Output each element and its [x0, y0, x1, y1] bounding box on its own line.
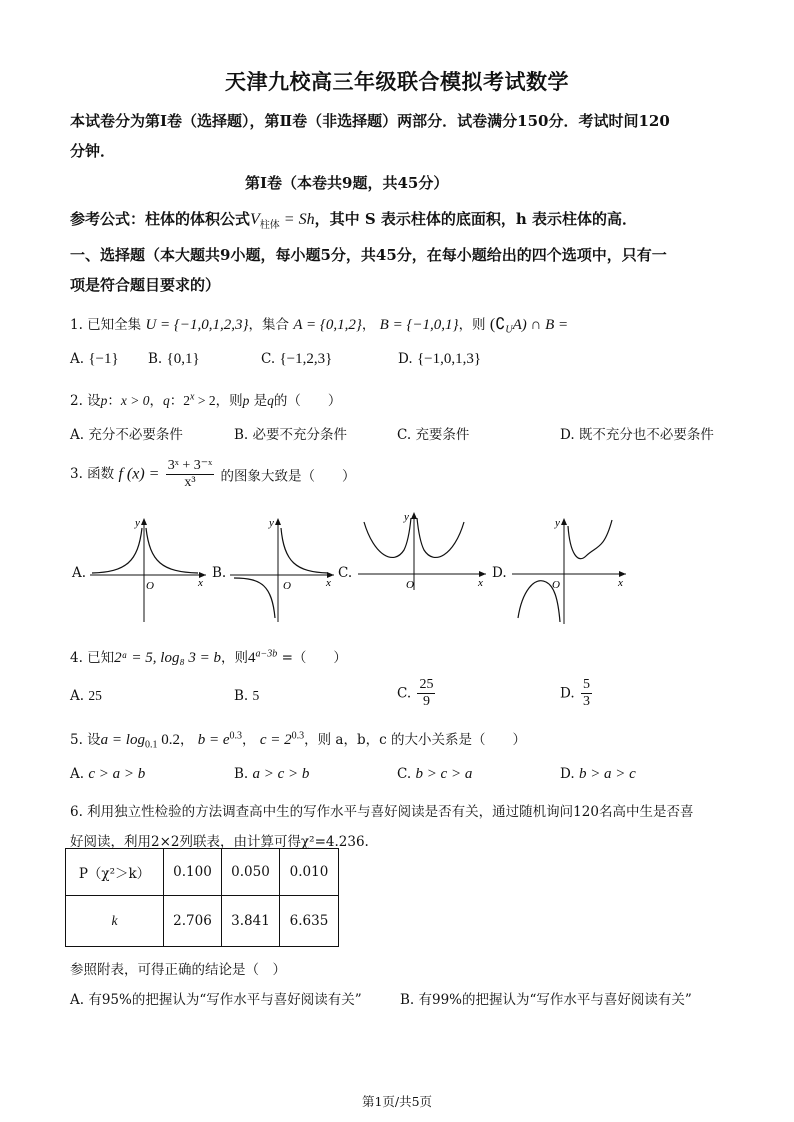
q4-expr-base: 4: [248, 650, 256, 666]
axis-x-label: x: [478, 577, 483, 589]
option-label: B.: [148, 351, 163, 367]
q5-c-def: c = 2: [259, 732, 292, 748]
origin-label: O: [283, 580, 291, 592]
q5-stem-a: 5. 设: [70, 732, 101, 748]
option-label: C.: [261, 351, 276, 367]
q1-mid1: ，集合: [248, 317, 290, 333]
origin-label: O: [146, 580, 154, 592]
q5-sep1: ，: [179, 732, 194, 748]
part1-line-2: 项是符合题目要求的）: [70, 276, 221, 294]
q2-p2: p: [242, 393, 250, 408]
q1-set-u: U = {−1,0,1,2,3}: [145, 317, 249, 333]
option-text: 充要条件: [415, 427, 470, 443]
q4-stem: [70, 646, 347, 667]
table-cell: 0.100: [164, 849, 222, 896]
q3-numerator: 3ˣ + 3⁻ˣ: [167, 458, 213, 473]
q3-tail: 的图象大致是（ ）: [220, 468, 356, 485]
table-cell: 2.706: [164, 896, 222, 947]
option-label: B.: [234, 688, 249, 704]
q4-expr-exp: a−3b: [255, 648, 278, 660]
q5-option-c: [397, 766, 472, 783]
q1-set-b: B = {−1,0,1}: [379, 317, 459, 333]
q4-mid: ，则: [221, 650, 249, 666]
option-label: A.: [70, 766, 85, 782]
q5-b-def: b = e: [197, 732, 230, 748]
q1-expr-sub: U: [505, 324, 513, 336]
q1-set-a: A = {0,1,2}: [293, 317, 362, 333]
q2-cond1: x > 0: [120, 393, 150, 408]
q1-expr: (∁: [489, 316, 506, 333]
option-label: A.: [70, 688, 85, 704]
q2-cond2-base: 2: [183, 393, 191, 408]
option-label: C.: [397, 685, 412, 702]
q5-option-d: [560, 766, 636, 783]
q6-line-1: 6. 利用独立性检验的方法调查高中生的写作水平与喜好阅读是否有关，通过随机询问120名高中生是否喜: [70, 804, 694, 820]
q1-option-b: [148, 351, 200, 368]
q3-graph-d: [508, 514, 630, 626]
q5-option-b: [234, 766, 309, 783]
option-text: 5: [252, 688, 260, 703]
q3-graph-b: [226, 514, 338, 624]
option-label: A.: [70, 351, 85, 367]
table-cell: 6.635: [280, 896, 339, 947]
option-fraction: [581, 677, 592, 710]
origin-label: O: [406, 579, 414, 591]
q1-expr-tail: A) ∩ B =: [512, 317, 569, 333]
q2-cond2-tail: > 2: [194, 393, 216, 408]
table-row: [66, 849, 339, 896]
q1-option-c: [261, 351, 332, 368]
table-cell: 0.010: [280, 849, 339, 896]
option-text: b > c > a: [415, 766, 473, 782]
q2-tail: 的（ ）: [273, 393, 342, 409]
option-label: D.: [560, 685, 575, 702]
q2-option-c: [397, 423, 469, 443]
q1-stem: [70, 313, 568, 336]
q3-graph-label-b: B.: [212, 565, 227, 581]
q5-tail: ，则 a，b，c 的大小关系是（ ）: [304, 732, 526, 748]
q2-c1: ：: [107, 393, 121, 409]
q3-stem: [70, 458, 355, 491]
probability-table: [65, 848, 339, 947]
axis-y-label: y: [269, 517, 274, 529]
reference-formula: [70, 208, 637, 231]
option-text: b > a > c: [578, 766, 636, 782]
q2-option-a: [70, 423, 183, 443]
q3-fraction: [166, 458, 214, 491]
q2-c2: ，: [149, 393, 164, 409]
axis-x-label: x: [326, 577, 331, 589]
axis-y-label: y: [404, 511, 409, 523]
intro-line-2: 分钟．: [70, 142, 116, 160]
part1-line-1: 一、选择题（本大题共9小题，每小题5分，共45分，在每小题给出的四个选项中，只有一: [70, 246, 667, 264]
q3-denominator: x³: [184, 475, 196, 490]
q2-mid: ，则: [215, 393, 243, 409]
page-title: 天津九校高三年级联合模拟考试数学: [225, 69, 569, 94]
option-text: 25: [88, 688, 102, 703]
option-text: 既不充分也不必要条件: [578, 427, 714, 443]
q5-a-sub: 0.1: [144, 739, 158, 751]
q1-stem-a: 1. 已知全集: [70, 317, 142, 333]
option-label: D.: [560, 766, 575, 782]
option-text: {−1,0,1,3}: [416, 351, 482, 367]
q2-option-d: [560, 423, 714, 443]
q4-stem-a: 4. 已知: [70, 650, 115, 666]
option-label: A.: [70, 427, 85, 443]
q5-a-def: a = log: [100, 732, 145, 748]
axis-y-label: y: [555, 517, 560, 529]
option-text: {−1}: [88, 351, 119, 367]
q3-stem-a: 3. 函数: [70, 466, 115, 482]
q1-option-a: [70, 351, 119, 368]
option-label: D.: [560, 427, 575, 443]
q4-cond: 2ᵃ = 5, log₈ 3 = b: [114, 650, 222, 666]
option-label: C.: [397, 427, 412, 443]
q4-option-a: [70, 688, 102, 704]
q6-option-b: B. 有99%的把握认为“写作水平与喜好阅读有关”: [400, 992, 692, 1008]
option-label: B.: [234, 766, 249, 782]
option-text: a > c > b: [252, 766, 310, 782]
formula-v: V: [250, 211, 260, 228]
option-text: 必要不充分条件: [252, 427, 348, 443]
q1-mid3: ，则: [458, 317, 486, 333]
axis-x-label: x: [198, 577, 203, 589]
formula-sub: 柱体: [259, 220, 280, 231]
formula-prefix: 参考公式：柱体的体积公式: [70, 210, 251, 228]
axis-x-label: x: [618, 577, 623, 589]
q4-option-c: [397, 677, 437, 710]
table-header-cell: k: [66, 896, 164, 947]
q5-option-a: [70, 766, 145, 783]
q2-q: q: [163, 393, 170, 408]
table-cell: 3.841: [222, 896, 280, 947]
q6-option-a: A. 有95%的把握认为“写作水平与喜好阅读有关”: [70, 992, 362, 1008]
option-label: B.: [234, 427, 249, 443]
q2-stem: [70, 389, 341, 409]
q4-option-d: [560, 677, 594, 710]
table-row: [66, 896, 339, 947]
section-heading: 第Ⅰ卷（本卷共9题，共45分）: [245, 174, 449, 192]
q3-fx: f (x) =: [118, 465, 160, 483]
q2-cond2-exp: x: [190, 391, 195, 403]
option-text: c > a > b: [88, 766, 146, 782]
q3-graph-c: [354, 508, 490, 608]
option-label: D.: [398, 351, 413, 367]
q4-option-b: [234, 688, 259, 704]
formula-eq: = Sh: [279, 211, 315, 228]
table-header-cell: P（χ²＞k）: [66, 849, 164, 896]
formula-suffix: ，其中 S 表示柱体的底面积，h 表示柱体的高．: [314, 210, 638, 228]
fraction-denominator: 9: [422, 694, 430, 709]
q5-b-exp: 0.3: [229, 730, 243, 742]
page-footer: 第1页/共5页: [361, 1094, 433, 1109]
q5-c-exp: 0.3: [291, 730, 305, 742]
q3-graph-label-c: C.: [338, 565, 353, 581]
q2-q2: q: [267, 393, 274, 408]
q2-c3: ：: [169, 393, 184, 409]
q2-option-b: [234, 423, 347, 443]
axis-y-label: y: [135, 517, 140, 529]
q1-mid2: ，: [361, 317, 376, 333]
fraction-denominator: 3: [582, 694, 590, 709]
option-fraction: [417, 677, 435, 710]
q2-is: 是: [249, 393, 268, 409]
origin-label: O: [552, 579, 560, 591]
option-text: {−1,2,3}: [279, 351, 333, 367]
option-text: 充分不必要条件: [88, 427, 183, 443]
q1-option-d: [398, 351, 481, 368]
fraction-numerator: 25: [419, 677, 434, 692]
q4-tail: =（ ）: [277, 650, 347, 666]
option-label: C.: [397, 766, 412, 782]
q6-after: 参照附表，可得正确的结论是（ ）: [70, 962, 286, 978]
q6-line-2: 好阅读，利用2×2列联表，由计算可得χ²=4.236.: [70, 834, 369, 850]
q5-sep2: ，: [242, 732, 256, 748]
q3-graph-label-d: D.: [492, 565, 507, 581]
q2-p: p: [100, 393, 108, 408]
fraction-numerator: 5: [582, 677, 590, 692]
q2-stem-a: 2. 设: [70, 393, 101, 409]
q3-graph-label-a: A.: [72, 565, 87, 581]
q5-stem: [70, 728, 526, 751]
q3-graph-a: [86, 514, 210, 624]
intro-line-1: 本试卷分为第Ⅰ卷（选择题），第Ⅱ卷（非选择题）两部分．试卷满分150分．考试时间120: [70, 112, 670, 130]
q5-a-tail: 0.2: [157, 732, 180, 748]
option-text: {0,1}: [166, 351, 200, 367]
table-cell: 0.050: [222, 849, 280, 896]
